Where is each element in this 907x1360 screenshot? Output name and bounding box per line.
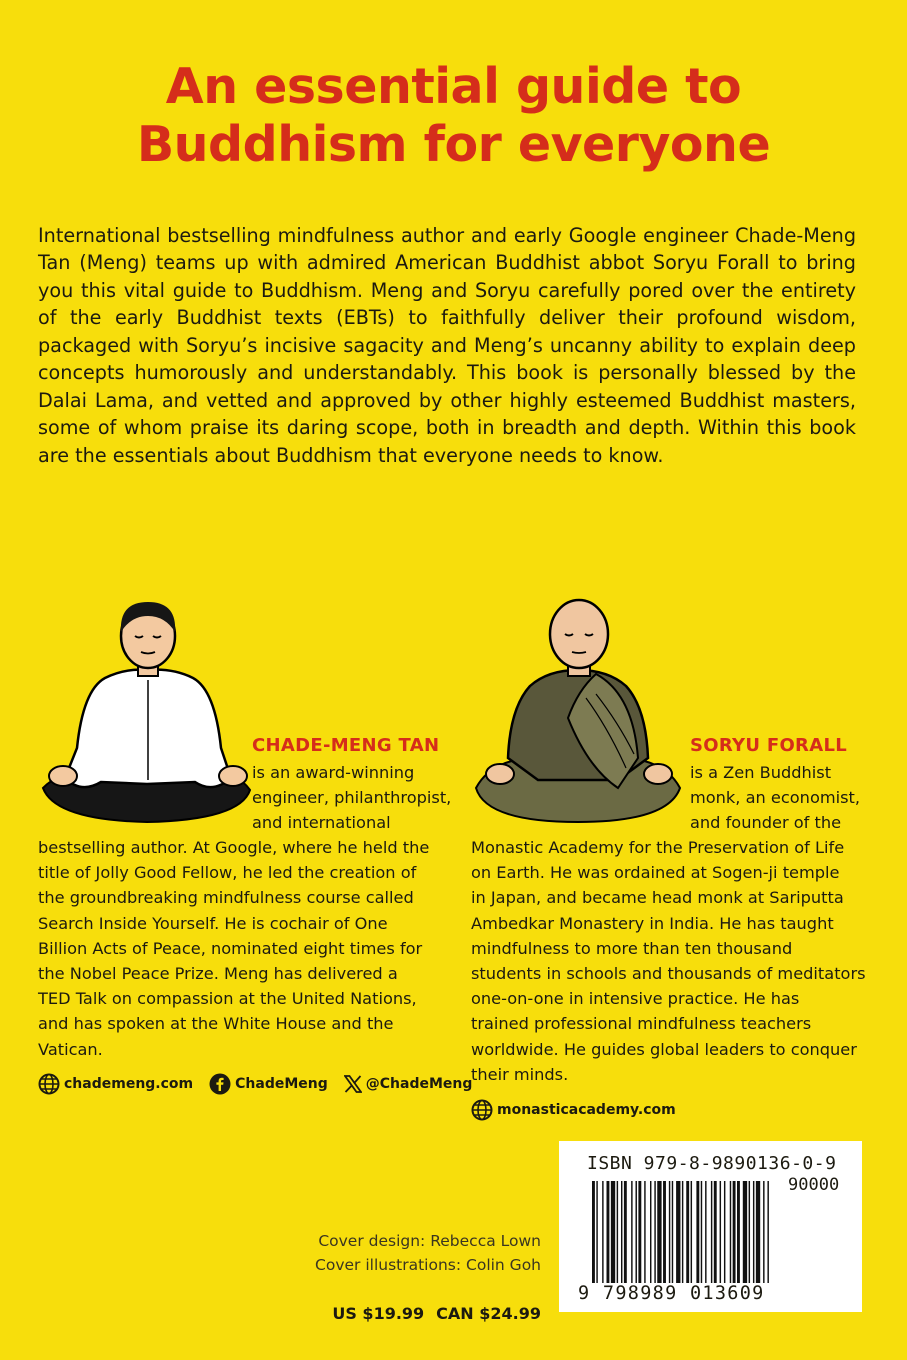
barcode-price-code: 90000 (788, 1175, 840, 1195)
headline-line-1: An essential guide to (165, 58, 742, 115)
barcode-bar (621, 1181, 622, 1283)
soryu-bio-line: their minds. (471, 1064, 569, 1084)
meng-x-link[interactable] (344, 1075, 473, 1093)
price-can: CAN $24.99 (436, 1304, 541, 1323)
barcode-bar (654, 1181, 655, 1283)
barcode-bar (763, 1181, 764, 1283)
soryu-bio-line: on Earth. He was ordained at Sogen-ji temple (471, 863, 840, 883)
meng-x-text: @ChadeMeng (365, 1076, 473, 1092)
meng-website-text: chademeng.com (64, 1076, 194, 1092)
soryu-bio-full (471, 835, 866, 1087)
barcode-bar (592, 1181, 595, 1283)
barcode-bar (607, 1181, 610, 1283)
soryu-bio-line: trained professional mindfulness teachers (471, 1014, 812, 1034)
barcode-bar (602, 1181, 603, 1283)
globe-icon (471, 1099, 493, 1121)
book-description: International bestselling mindfulness author and early Google engineer Chade-Meng Tan (Meng) teams up with admired American Buddhist abbot Soryu Forall to bring you this vital guide to Buddhism. Meng and Soryu carefully pored over the entirety of the early Buddhist texts (EBTs) to faithfully deliver their profound wisdom, packaged with Soryu’s incisive sagacity and Meng’s uncanny ability to explain deep concepts humorously and understandably. This book is personally blessed by the Dalai Lama, and vetted and approved by other highly esteemed Buddhist masters, some of whom praise its daring scope, both in breadth and depth. Within this book are the essentials about Buddhism that everyone needs to know. (38, 224, 856, 467)
barcode-bar (638, 1181, 641, 1283)
meng-bio-line: bestselling author. At Google, where he held the (38, 838, 430, 857)
meng-bio-line: engineer, philanthropist, (252, 788, 452, 808)
meng-bio-line: and international (252, 813, 391, 833)
price-us: US $19.99 (332, 1304, 425, 1323)
barcode-bar (743, 1181, 747, 1283)
barcode-bar (691, 1181, 692, 1283)
barcode-bar (596, 1181, 597, 1283)
barcode-bar (672, 1181, 673, 1283)
barcode-bar (676, 1181, 680, 1283)
barcode-bar (669, 1181, 670, 1283)
headline-line-2: Buddhism for everyone (136, 115, 771, 173)
barcode-bar (767, 1181, 768, 1283)
meng-bio-line: title of Jolly Good Fellow, he led the creation of (38, 863, 417, 883)
barcode-bar (730, 1181, 731, 1283)
barcode-bar (686, 1181, 689, 1283)
barcode-bar (636, 1181, 637, 1283)
isbn-barcode-box (559, 1141, 862, 1312)
meng-bio-line: Vatican. (38, 1039, 103, 1059)
soryu-website-text: monasticacademy.com (497, 1102, 676, 1118)
soryu-author-name: SORYU FORALL (690, 735, 847, 756)
soryu-website-link[interactable] (471, 1099, 676, 1121)
barcode-bar (624, 1181, 627, 1283)
meng-bio-short (252, 760, 451, 836)
x-logo-icon (344, 1075, 362, 1093)
soryu-bio-line: Monastic Academy for the Preservation of Life (471, 838, 845, 857)
barcode-bar (705, 1181, 706, 1283)
barcode-bar (701, 1181, 702, 1283)
meng-bio-line: the groundbreaking mindfulness course called (38, 888, 414, 908)
barcode-bar (737, 1181, 740, 1283)
soryu-bio-line: students in schools and thousands of meditators (471, 963, 866, 983)
meng-website-link[interactable] (38, 1073, 193, 1095)
barcode-bar (696, 1181, 699, 1283)
barcode-bar (749, 1181, 750, 1283)
barcode-bar (753, 1181, 754, 1283)
soryu-bio-line: worldwide. He guides global leaders to conquer (471, 1039, 857, 1059)
soryu-bio-line: and founder of the (690, 813, 842, 833)
meng-bio-line: and has spoken at the White House and the (38, 1014, 394, 1034)
cover-illustration-credit: Cover illustrations: Colin Goh (315, 1256, 541, 1275)
barcode-bar (631, 1181, 632, 1283)
soryu-links (471, 1099, 692, 1121)
barcode-bar (611, 1181, 615, 1283)
barcode-bar (650, 1181, 651, 1283)
barcode-bar (733, 1181, 736, 1283)
barcode-bar (756, 1181, 760, 1283)
barcode-bar (617, 1181, 618, 1283)
meng-meditating-illustration (35, 598, 260, 826)
soryu-bio-short (690, 760, 860, 836)
meng-bio-line: the Nobel Peace Prize. Meng has delivered a (38, 963, 398, 983)
globe-icon (38, 1073, 60, 1095)
meng-bio-line: is an award-winning (252, 763, 415, 782)
soryu-bio-line: Ambedkar Monastery in India. He has taught (471, 913, 834, 933)
barcode-bar (682, 1181, 683, 1283)
soryu-bio-line: mindfulness to more than ten thousand (471, 938, 793, 958)
meng-bio-line: Billion Acts of Peace, nominated eight times for (38, 938, 423, 958)
meng-facebook-link[interactable] (209, 1073, 328, 1095)
meng-bio-line: TED Talk on compassion at the United Nations, (38, 989, 417, 1009)
meng-facebook-text: ChadeMeng (235, 1076, 328, 1092)
cover-credits (315, 1229, 541, 1277)
barcode-bar (720, 1181, 721, 1283)
barcode-bar (657, 1181, 661, 1283)
soryu-bio-line: one-on-one in intensive practice. He has (471, 989, 800, 1009)
meng-author-name: CHADE-MENG TAN (252, 735, 440, 756)
meng-links (38, 1073, 488, 1095)
barcode-number: 9 798989 013609 (578, 1283, 765, 1304)
facebook-icon (209, 1073, 231, 1095)
soryu-meditating-illustration (468, 598, 688, 826)
barcode-bar (714, 1181, 717, 1283)
barcode-bar (644, 1181, 645, 1283)
meng-bio-line: Search Inside Yourself. He is cochair of One (38, 913, 388, 933)
soryu-bio-line: monk, an economist, (690, 788, 861, 808)
cover-design-credit: Cover design: Rebecca Lown (318, 1232, 541, 1250)
barcode-bar (724, 1181, 725, 1283)
isbn-label: ISBN 979-8-9890136-0-9 (587, 1153, 837, 1174)
soryu-bio-line: in Japan, and became head monk at Sariputta (471, 888, 844, 908)
barcode-bar (711, 1181, 712, 1283)
soryu-bio-line: is a Zen Buddhist (690, 763, 832, 782)
headline (0, 58, 907, 174)
barcode-bars (592, 1181, 836, 1283)
barcode-bar (663, 1181, 666, 1283)
meng-bio-full (38, 835, 429, 1062)
price-line (332, 1304, 541, 1323)
